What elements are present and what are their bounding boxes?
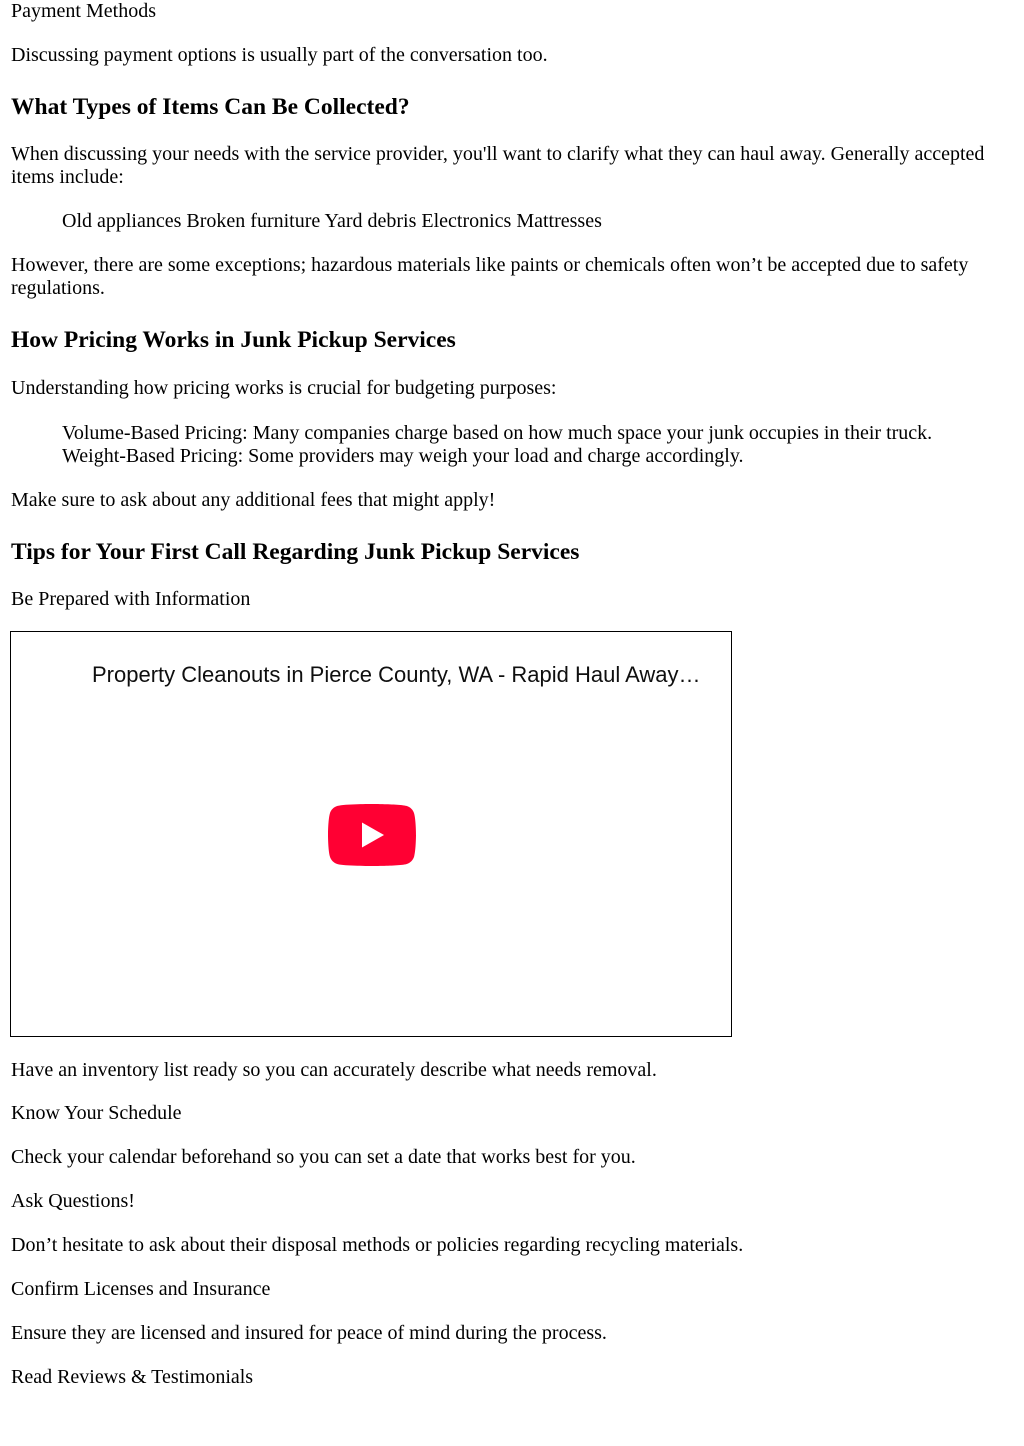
payment-methods-heading: Payment Methods <box>11 0 156 22</box>
pricing-volume-item: Volume-Based Pricing: Many companies charge based on how much space your junk occupies in their truck. <box>62 422 933 444</box>
pricing-weight-item: Weight-Based Pricing: Some providers may weigh your load and charge accordingly. <box>62 445 744 467</box>
reviews-subheading: Read Reviews & Testimonials <box>11 1366 254 1388</box>
payment-methods-text: Discussing payment options is usually part of the conversation too. <box>11 44 548 66</box>
items-heading: What Types of Items Can Be Collected? <box>11 94 410 120</box>
video-title[interactable]: Property Cleanouts in Pierce County, WA - Rapid Haul Away… <box>92 662 701 687</box>
schedule-subheading: Know Your Schedule <box>11 1102 182 1124</box>
tips-heading: Tips for Your First Call Regarding Junk Pickup Services <box>11 539 580 565</box>
youtube-play-icon[interactable] <box>328 804 416 866</box>
calendar-text: Check your calendar beforehand so you can set a date that works best for you. <box>11 1146 636 1168</box>
fees-text: Make sure to ask about any additional fees that might apply! <box>11 489 496 511</box>
pricing-heading: How Pricing Works in Junk Pickup Services <box>11 327 456 353</box>
ask-questions-subheading: Ask Questions! <box>11 1190 135 1212</box>
exceptions-text: However, there are some exceptions; hazardous materials like paints or chemicals often won’t be accepted due to safety regulations. <box>11 254 969 299</box>
prepared-subheading: Be Prepared with Information <box>11 588 251 610</box>
insured-text: Ensure they are licensed and insured for peace of mind during the process. <box>11 1322 607 1344</box>
pricing-intro-text: Understanding how pricing works is crucial for budgeting purposes: <box>11 377 557 399</box>
items-list: Old appliances Broken furniture Yard debris Electronics Mattresses <box>62 210 602 232</box>
disposal-text: Don’t hesitate to ask about their disposal methods or policies regarding recycling materials. <box>11 1234 744 1256</box>
video-embed[interactable] <box>10 631 732 1037</box>
licenses-subheading: Confirm Licenses and Insurance <box>11 1278 271 1300</box>
inventory-text: Have an inventory list ready so you can accurately describe what needs removal. <box>11 1059 657 1081</box>
items-intro-text: When discussing your needs with the service provider, you'll want to clarify what they can haul away. Generally accepted items include: <box>11 143 985 188</box>
